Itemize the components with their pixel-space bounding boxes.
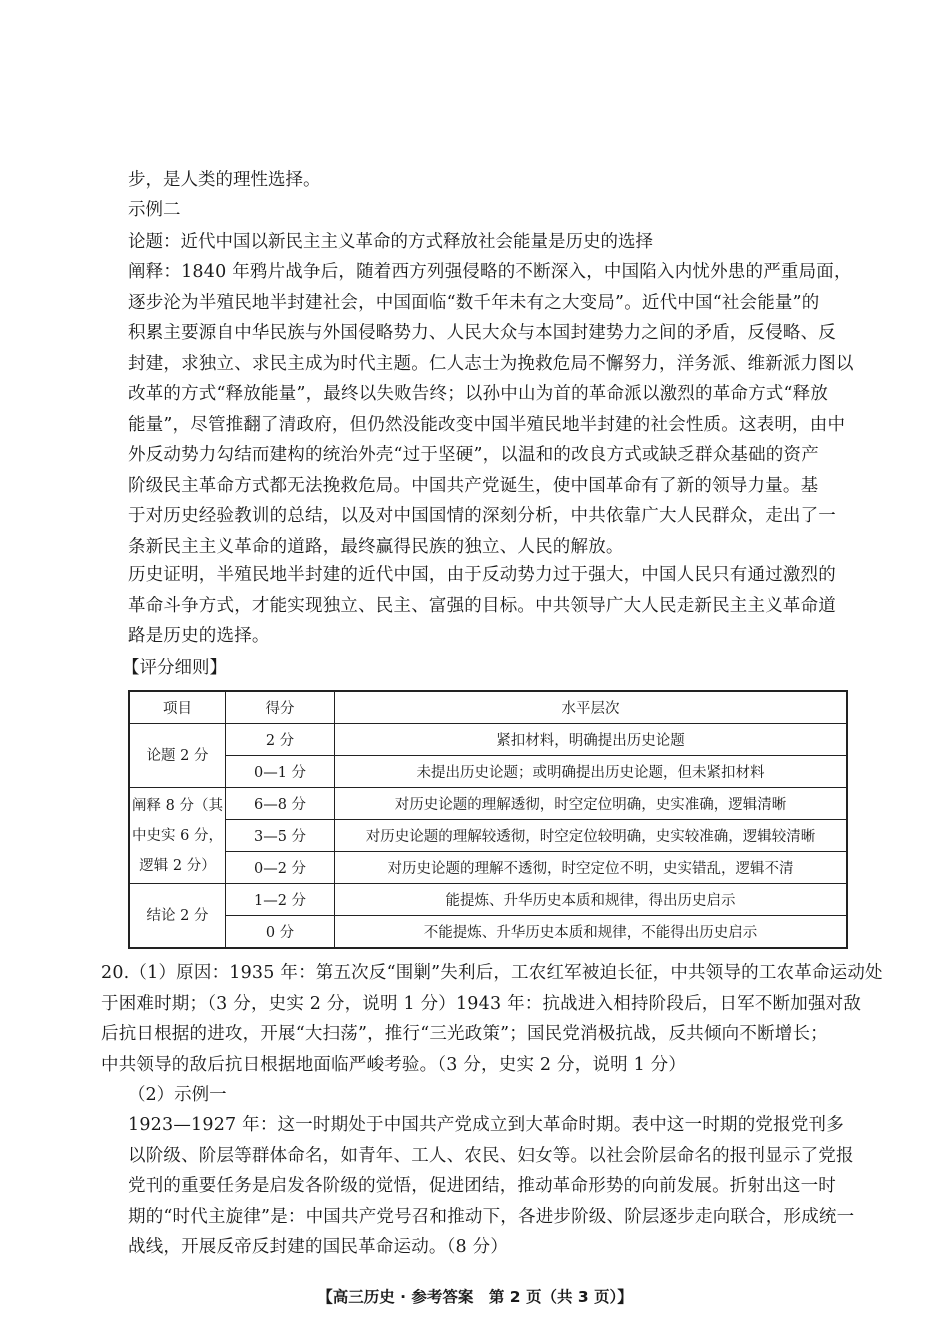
rubric-row <box>129 916 847 949</box>
text-line: 1923—1927 年：这一时期处于中国共产党成立到大革命时期。表中这一时期的党报党刊多 <box>128 1115 844 1135</box>
q20-part2 <box>128 1110 855 1263</box>
rubric-item-text: 逻辑 2 分） <box>139 857 216 874</box>
rubric-level-cell: 紧扣材料，明确提出历史论题 <box>335 724 848 756</box>
rubric-score-cell: 1—2 分 <box>226 884 335 916</box>
text-line: 期的“时代主旋律”是：中国共产党号召和推动下，各进步阶级、阶层逐步走向联合，形成统一 <box>128 1206 855 1227</box>
rubric-item-text: 结论 2 分 <box>146 907 209 924</box>
text-line: 能量”，尽管推翻了清政府，但仍然没能改变中国半殖民地半封建的社会性质。这表明，由中 <box>128 414 846 435</box>
text-line: 以阶级、阶层等群体命名，如青年、工人、农民、妇女等。以社会阶层命名的报刊显示了党报 <box>128 1145 854 1166</box>
rubric-score-cell: 0—1 分 <box>226 756 335 788</box>
rubric-row <box>129 724 847 756</box>
text-line: 于对历史经验教训的总结，以及对中国国情的深刻分析，中共依靠广大人民群众，走出了一 <box>128 506 836 526</box>
text-line: 改革的方式“释放能量”，最终以失败告终；以孙中山为首的革命派以激烈的革命方式“释放 <box>128 384 829 404</box>
rubric-item-cell <box>129 788 226 884</box>
text-line: 历史证明，半殖民地半封建的近代中国，由于反动势力过于强大，中国人民只有通过激烈的 <box>128 565 836 585</box>
rubric-item-cell <box>129 884 226 949</box>
text-line: 党刊的重要任务是启发各阶级的觉悟，促进团结，推动革命形势的向前发展。折射出这一时 <box>128 1176 836 1196</box>
rubric-score-cell: 2 分 <box>226 724 335 756</box>
rubric-header-row <box>129 691 847 724</box>
rubric-level-cell: 对历史论题的理解较透彻，时空定位较明确，史实较准确，逻辑较清晰 <box>335 820 848 852</box>
rubric-row <box>129 820 847 852</box>
text-line: 革命斗争方式，才能实现独立、民主、富强的目标。中共领导广大人民走新民主主义革命道 <box>128 595 836 616</box>
rubric-row <box>129 788 847 820</box>
text-line: 阐释：1840 年鸦片战争后，随着西方列强侵略的不断深入，中国陷入内忧外患的严重局面， <box>128 262 852 282</box>
conclusion-paragraph <box>128 560 848 652</box>
rubric-row <box>129 884 847 916</box>
text-line: 封建，求独立、求民主成为时代主题。仁人志士为挽救危局不懈努力，洋务派、维新派力图以 <box>128 353 854 374</box>
rubric-score-cell: 0 分 <box>226 916 335 949</box>
text-line: 中共领导的敌后抗日根据地面临严峻考验。（3 分，史实 2 分，说明 1 分） <box>101 1054 687 1075</box>
text-line: 外反动势力勾结而建构的统治外壳“过于坚硬”，以温和的改良方式或缺乏群众基础的资产 <box>128 445 819 465</box>
example-two-label: 示例二 <box>128 200 181 220</box>
rubric-item-cell <box>129 724 226 788</box>
text-line: 条新民主主义革命的道路，最终赢得民族的独立、人民的解放。 <box>128 536 624 557</box>
rubric-level-cell: 未提出历史论题；或明确提出历史论题，但未紧扣材料 <box>335 756 848 788</box>
text-line: 战线，开展反帝反封建的国民革命运动。（8 分） <box>128 1237 509 1257</box>
q20-part1 <box>101 958 883 1080</box>
rubric-score-cell: 3—5 分 <box>226 820 335 852</box>
text-line: 积累主要源自中华民族与外国侵略势力、人民大众与本国封建势力之间的矛盾，反侵略、反 <box>128 323 836 343</box>
text-line: 后抗日根据的进攻，开展“大扫荡”，推行“三光政策”；国民党消极抗战，反共倾向不断增长； <box>101 1024 828 1044</box>
header-level: 水平层次 <box>335 691 848 724</box>
rubric-row <box>129 756 847 788</box>
rubric-row <box>129 852 847 884</box>
text-line: 逐步沦为半殖民地半封建社会，中国面临“数千年未有之大变局”。近代中国“社会能量”的 <box>128 292 820 313</box>
header-item: 项目 <box>129 691 226 724</box>
explanation-paragraph <box>128 257 854 562</box>
header-score: 得分 <box>226 691 335 724</box>
rubric-item-text: 中史实 6 分， <box>132 827 223 844</box>
rubric-level-cell: 能提炼、升华历史本质和规律，得出历史启示 <box>335 884 848 916</box>
rubric-heading: 【评分细则】 <box>122 658 227 678</box>
rubric-level-cell: 对历史论题的理解透彻，时空定位明确，史实准确，逻辑清晰 <box>335 788 848 820</box>
thesis-line: 论题：近代中国以新民主主义革命的方式释放社会能量是历史的选择 <box>128 232 653 252</box>
text-line: 20.（1）原因：1935 年：第五次反“围剿”失利后，工农红军被迫长征，中共领导的工农革命运动处 <box>101 963 883 983</box>
intro-line: 步，是人类的理性选择。 <box>128 170 321 190</box>
rubric-table <box>128 690 848 949</box>
rubric-level-cell: 对历史论题的理解不透彻，时空定位不明，史实错乱，逻辑不清 <box>335 852 848 884</box>
text-line: 于困难时期；（3 分，史实 2 分，说明 1 分）1943 年：抗战进入相持阶段后，日军不断加强对敌 <box>101 993 862 1014</box>
page-footer: 【高三历史 · 参考答案 第 2 页（共 3 页）】 <box>317 1288 633 1306</box>
text-line: 阶级民主革命方式都无法挽救危局。中国共产党诞生，使中国革命有了新的领导力量。基 <box>128 475 819 496</box>
rubric-score-cell: 6—8 分 <box>226 788 335 820</box>
q20-part2-label: （2）示例一 <box>128 1085 227 1105</box>
rubric-item-text: 阐释 8 分（其 <box>132 797 223 814</box>
rubric-item-text: 论题 2 分 <box>146 747 209 764</box>
text-line: 路是历史的选择。 <box>128 626 270 646</box>
rubric-level-cell: 不能提炼、升华历史本质和规律，不能得出历史启示 <box>335 916 848 949</box>
rubric-score-cell: 0—2 分 <box>226 852 335 884</box>
